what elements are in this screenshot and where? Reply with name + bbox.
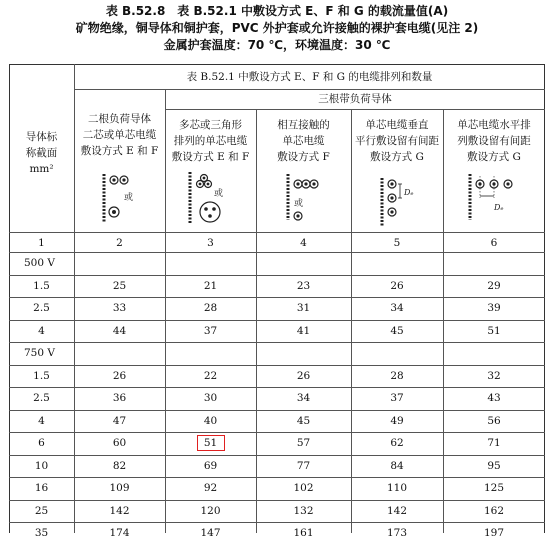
conductor-size-cell: 1.5 — [33, 370, 50, 382]
row-divider — [9, 297, 545, 298]
ampacity-cell: 132 — [293, 505, 314, 517]
horizontal-spaced-arrangement-icon — [466, 172, 522, 222]
column-divider-5 — [443, 109, 444, 533]
ampacity-cell: 25 — [112, 280, 127, 292]
ampacity-cell: 36 — [112, 392, 127, 404]
ampacity-cell: 43 — [487, 392, 501, 404]
ampacity-cell: 32 — [487, 370, 501, 382]
column-divider-4 — [351, 109, 352, 533]
or-label: 或 — [214, 189, 224, 199]
ampacity-cell: 197 — [483, 527, 505, 539]
row-divider — [9, 477, 545, 478]
vertical-spaced-header-line-1: 单芯电缆垂直 — [365, 119, 429, 131]
three-loaded-conductors-header: 三根带负荷导体 — [318, 93, 392, 105]
ampacity-cell: 34 — [390, 302, 404, 314]
spacing-de-label: Dₑ — [494, 203, 504, 212]
conductor-size-header-line-1: 导体标 — [25, 131, 58, 143]
multicore-trefoil-header-line-3: 敷设方式 E 和 F — [171, 151, 250, 163]
column-number-divider — [9, 252, 545, 253]
ampacity-cell: 142 — [386, 505, 408, 517]
ampacity-cell: 39 — [487, 302, 501, 314]
ampacity-cell: 57 — [296, 437, 311, 449]
ampacity-cell: 40 — [203, 415, 218, 427]
row-divider — [9, 342, 545, 343]
ampacity-cell: 102 — [293, 482, 314, 494]
column-number-6: 6 — [490, 237, 498, 249]
ampacity-cell: 26 — [390, 280, 404, 292]
ampacity-cell: 60 — [112, 437, 127, 449]
two-cable-arrangement-icon — [100, 172, 140, 224]
column-number-5: 5 — [393, 237, 401, 249]
or-label: 或 — [124, 193, 134, 203]
ampacity-cell: 84 — [390, 460, 404, 472]
header-group-divider — [74, 89, 545, 90]
row-divider — [9, 410, 545, 411]
two-loaded-conductors-header-line-3: 敷设方式 E 和 F — [80, 145, 159, 157]
ampacity-cell: 51 — [203, 437, 218, 449]
ampacity-cell: 174 — [109, 527, 130, 539]
row-divider — [9, 455, 545, 456]
column-number-2: 2 — [116, 237, 123, 249]
row-divider — [9, 522, 545, 523]
or-label: 或 — [294, 199, 304, 209]
trefoil-arrangement-icon — [186, 170, 236, 226]
ampacity-cell: 95 — [487, 460, 501, 472]
ampacity-cell: 28 — [203, 302, 218, 314]
conductor-size-cell: 1.5 — [33, 280, 50, 292]
horizontal-spaced-header-line-3: 敷设方式 G — [467, 151, 521, 163]
section-divider — [9, 365, 545, 366]
multicore-trefoil-header-line-2: 排列的单芯电缆 — [173, 135, 248, 147]
ampacity-cell: 62 — [390, 437, 404, 449]
voltage-section-label: 500 V — [24, 257, 55, 269]
horizontal-spaced-header-line-1: 单芯电缆水平排 — [457, 119, 531, 131]
ampacity-cell: 147 — [200, 527, 221, 539]
header-three-divider — [165, 109, 545, 110]
ampacity-cell: 22 — [203, 370, 218, 382]
conductor-size-header-line-2: 称截面 — [25, 147, 58, 159]
ampacity-cell: 161 — [293, 527, 314, 539]
conductor-size-cell: 6 — [38, 437, 45, 449]
touching-arrangement-icon — [284, 172, 324, 222]
multicore-trefoil-header-line-1: 多芯或三角形 — [179, 119, 242, 131]
conductor-size-cell: 2.5 — [33, 392, 50, 404]
touching-single-core-header-line-2: 单芯电缆 — [282, 135, 325, 147]
row-divider — [9, 320, 545, 321]
highlighted-value-box — [197, 435, 225, 451]
two-loaded-conductors-header-line-2: 二芯或单芯电缆 — [82, 129, 157, 141]
ampacity-cell: 30 — [203, 392, 218, 404]
ampacity-cell: 31 — [296, 302, 311, 314]
table-subtitle-temperatures: 金属护套温度：70 ℃，环境温度：30 ℃ — [163, 38, 391, 52]
ampacity-cell: 26 — [296, 370, 311, 382]
ampacity-cell: 142 — [109, 505, 130, 517]
two-loaded-conductors-header-line-1: 二根负荷导体 — [88, 113, 151, 125]
ampacity-cell: 47 — [112, 415, 127, 427]
row-divider — [9, 500, 545, 501]
ampacity-cell: 120 — [200, 505, 221, 517]
ampacity-cell: 125 — [483, 482, 505, 494]
ampacity-cell: 44 — [112, 325, 127, 337]
section-divider — [9, 275, 545, 276]
ampacity-cell: 92 — [203, 482, 218, 494]
ampacity-cell: 49 — [390, 415, 404, 427]
column-number-1: 1 — [38, 237, 45, 249]
multicore-cable-icon — [200, 202, 220, 222]
vertical-spaced-header-line-3: 敷设方式 G — [370, 151, 424, 163]
conductor-size-cell: 4 — [38, 325, 45, 337]
conductor-size-cell: 10 — [34, 460, 49, 472]
conductor-size-header-line-3: mm² — [29, 163, 54, 175]
ampacity-cell: 162 — [483, 505, 505, 517]
touching-single-core-header-line-1: 相互接触的 — [277, 119, 330, 131]
table-title: 表 B.52.8 表 B.52.1 中敷设方式 E、F 和 G 的载流量值(A) — [105, 4, 449, 18]
vertical-spaced-header-line-2: 平行敷设留有间距 — [355, 135, 439, 147]
conductor-size-cell: 16 — [34, 482, 49, 494]
column-divider-3 — [256, 109, 257, 533]
conductor-size-cell: 35 — [34, 527, 49, 539]
ampacity-cell: 109 — [109, 482, 130, 494]
conductor-size-cell: 4 — [38, 415, 45, 427]
ampacity-cell: 26 — [112, 370, 127, 382]
column-number-3: 3 — [207, 237, 214, 249]
horizontal-spaced-header-line-2: 列敷设留有间距 — [457, 135, 531, 147]
ampacity-cell: 33 — [112, 302, 127, 314]
ampacity-cell: 37 — [390, 392, 404, 404]
touching-single-core-header-line-3: 敷设方式 F — [277, 151, 330, 163]
ampacity-cell: 45 — [296, 415, 311, 427]
ampacity-cell: 51 — [487, 325, 501, 337]
ampacity-cell: 37 — [203, 325, 218, 337]
voltage-section-label: 750 V — [24, 347, 55, 359]
ampacity-cell: 77 — [296, 460, 311, 472]
header-bottom-divider — [9, 232, 545, 233]
ampacity-cell: 29 — [487, 280, 501, 292]
column-number-4: 4 — [300, 237, 307, 249]
ampacity-cell: 34 — [296, 392, 311, 404]
ampacity-cell: 21 — [203, 280, 218, 292]
ampacity-cell: 45 — [390, 325, 404, 337]
ampacity-cell: 71 — [487, 437, 501, 449]
conductor-size-cell: 25 — [34, 505, 49, 517]
row-divider — [9, 432, 545, 433]
ampacity-cell: 173 — [386, 527, 408, 539]
ampacity-cell: 110 — [386, 482, 408, 494]
ampacity-cell: 41 — [296, 325, 311, 337]
vertical-spaced-arrangement-icon — [378, 176, 428, 228]
row-divider — [9, 387, 545, 388]
ampacity-cell: 69 — [203, 460, 218, 472]
ampacity-cell: 56 — [487, 415, 501, 427]
conductor-size-cell: 2.5 — [33, 302, 50, 314]
ampacity-cell: 23 — [296, 280, 311, 292]
ampacity-cell: 28 — [390, 370, 404, 382]
table-subtitle-cable-type: 矿物绝缘，铜导体和铜护套，PVC 外护套或允许接触的裸护套电缆(见注 2) — [75, 21, 479, 35]
ampacity-cell: 82 — [112, 460, 127, 472]
spacing-de-label: Dₑ — [404, 188, 414, 197]
arrangement-group-title: 表 B.52.1 中敷设方式 E、F 和 G 的电缆排列和数量 — [186, 71, 433, 83]
